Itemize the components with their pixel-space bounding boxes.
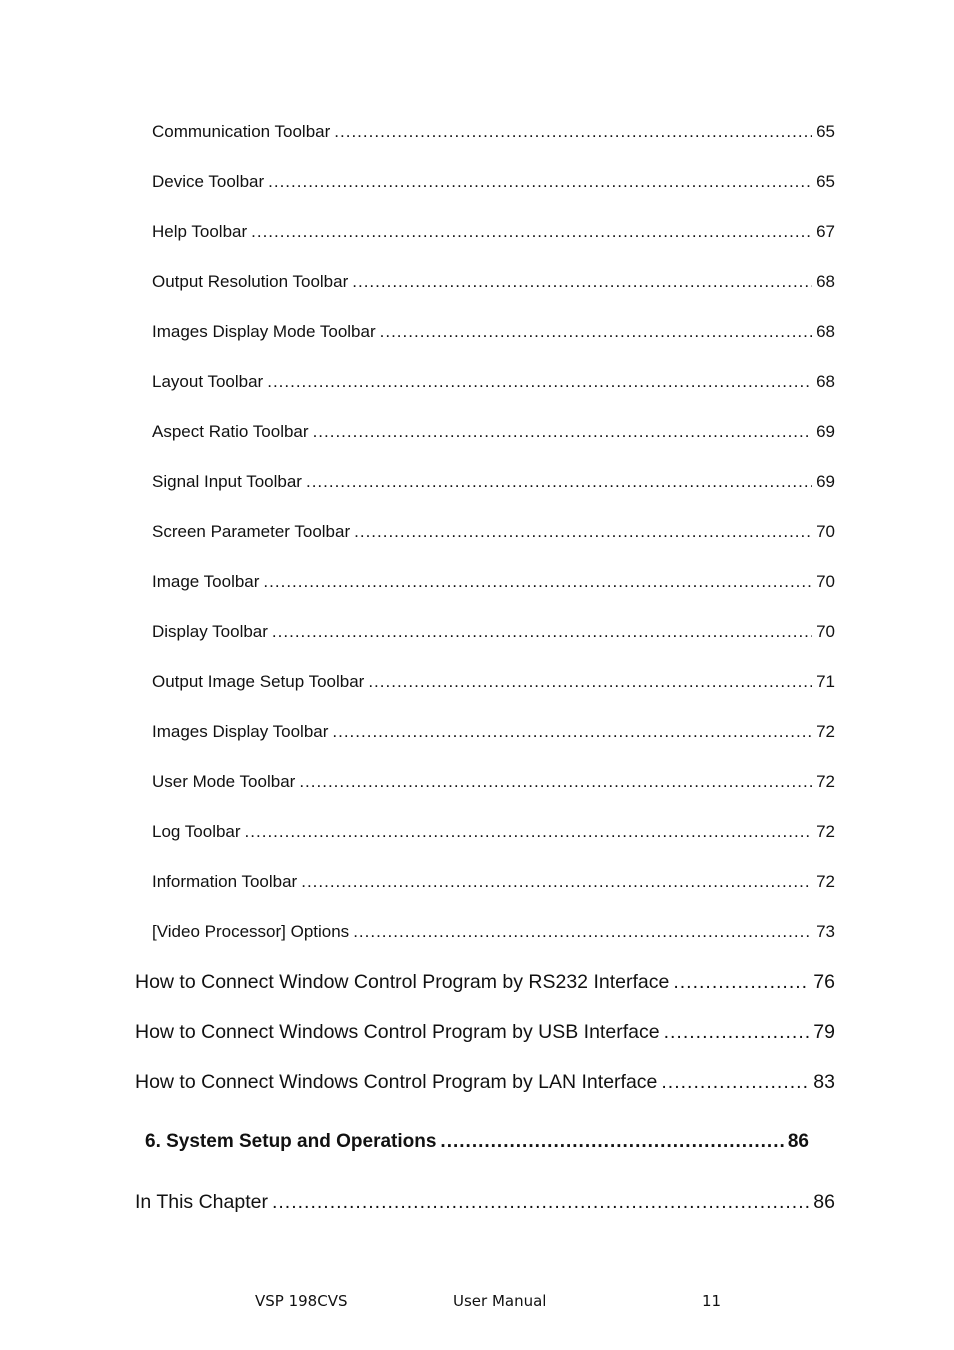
toc-entry-page: 70 bbox=[816, 522, 835, 541]
footer-doc-type: User Manual bbox=[453, 1292, 547, 1310]
dot-leader bbox=[268, 172, 812, 192]
toc-entry-page: 83 bbox=[813, 1071, 835, 1093]
toc-entry-page: 71 bbox=[816, 672, 835, 691]
toc-entry-title: In This Chapter bbox=[135, 1191, 268, 1213]
toc-entry-title: 6. System Setup and Operations bbox=[145, 1131, 437, 1152]
toc-entry-title: Log Toolbar bbox=[152, 822, 241, 841]
dot-leader bbox=[301, 872, 812, 892]
dot-leader bbox=[380, 322, 812, 342]
dot-leader bbox=[251, 222, 812, 242]
toc-entry-title: Help Toolbar bbox=[152, 222, 248, 241]
toc-entry-title: Communication Toolbar bbox=[152, 122, 331, 141]
toc-entry[interactable] bbox=[135, 971, 835, 994]
toc-entry-page: 65 bbox=[816, 122, 835, 141]
toc-entry-page: 86 bbox=[813, 1191, 835, 1213]
toc-entry-title: Information Toolbar bbox=[152, 872, 298, 891]
toc-entry-page: 67 bbox=[816, 222, 835, 241]
toc-entry-title: Images Display Mode Toolbar bbox=[152, 322, 376, 341]
toc-entry-title: Signal Input Toolbar bbox=[152, 472, 302, 491]
toc-entry[interactable] bbox=[152, 872, 835, 892]
toc-entry-title: Image Toolbar bbox=[152, 572, 260, 591]
toc-entry-title: Output Image Setup Toolbar bbox=[152, 672, 365, 691]
toc-entry[interactable] bbox=[152, 122, 835, 142]
dot-leader bbox=[440, 1131, 783, 1153]
toc-entry[interactable] bbox=[135, 1021, 835, 1044]
dot-leader bbox=[334, 122, 812, 142]
toc-entry[interactable] bbox=[152, 922, 835, 942]
toc-entry[interactable] bbox=[152, 222, 835, 242]
toc-entry-title: Screen Parameter Toolbar bbox=[152, 522, 351, 541]
dot-leader bbox=[313, 422, 813, 442]
toc-entry-title: Aspect Ratio Toolbar bbox=[152, 422, 309, 441]
dot-leader bbox=[306, 472, 812, 492]
dot-leader bbox=[272, 1191, 809, 1214]
toc-entry-title: How to Connect Windows Control Program by USB Interface bbox=[135, 1021, 660, 1043]
toc-entry-page: 86 bbox=[787, 1131, 809, 1152]
toc-entry[interactable] bbox=[152, 272, 835, 292]
toc-entry[interactable] bbox=[152, 472, 835, 492]
toc-entry-page: 72 bbox=[816, 722, 835, 741]
toc-entry-title: User Mode Toolbar bbox=[152, 772, 296, 791]
toc-entry-title: How to Connect Windows Control Program by LAN Interface bbox=[135, 1071, 658, 1093]
dot-leader bbox=[245, 822, 813, 842]
dot-leader bbox=[673, 971, 809, 994]
toc-entry-page: 69 bbox=[816, 472, 835, 491]
toc-entry[interactable] bbox=[152, 622, 835, 642]
toc-entry-title: Layout Toolbar bbox=[152, 372, 264, 391]
toc-entry-page: 73 bbox=[816, 922, 835, 941]
toc-entry-page: 68 bbox=[816, 372, 835, 391]
dot-leader bbox=[353, 922, 812, 942]
toc-entry-title: [Video Processor] Options bbox=[152, 922, 350, 941]
dot-leader bbox=[661, 1071, 809, 1094]
toc-entry[interactable] bbox=[152, 172, 835, 192]
dot-leader bbox=[354, 522, 812, 542]
toc-entry-title: Images Display Toolbar bbox=[152, 722, 329, 741]
toc-entry[interactable] bbox=[152, 772, 835, 792]
toc-entry[interactable] bbox=[152, 522, 835, 542]
toc-entry-page: 70 bbox=[816, 622, 835, 641]
toc-entry-page: 68 bbox=[816, 272, 835, 291]
dot-leader bbox=[272, 622, 812, 642]
dot-leader bbox=[263, 572, 812, 592]
toc-entry[interactable] bbox=[152, 372, 835, 392]
toc-entry-page: 76 bbox=[813, 971, 835, 993]
toc-entry[interactable] bbox=[152, 572, 835, 592]
toc-entry[interactable] bbox=[152, 422, 835, 442]
toc-entry-page: 65 bbox=[816, 172, 835, 191]
toc-entry[interactable] bbox=[152, 722, 835, 742]
dot-leader bbox=[299, 772, 812, 792]
dot-leader bbox=[352, 272, 812, 292]
toc-entry-page: 70 bbox=[816, 572, 835, 591]
toc-entry-title: Display Toolbar bbox=[152, 622, 268, 641]
toc-entry-page: 72 bbox=[816, 822, 835, 841]
toc-entry[interactable] bbox=[135, 1071, 835, 1094]
toc-entry[interactable] bbox=[152, 322, 835, 342]
dot-leader bbox=[664, 1021, 810, 1044]
toc-chapter-entry[interactable] bbox=[145, 1131, 809, 1153]
dot-leader bbox=[267, 372, 812, 392]
toc-entry-page: 72 bbox=[816, 772, 835, 791]
toc-entry-title: Device Toolbar bbox=[152, 172, 265, 191]
toc-entry[interactable] bbox=[152, 822, 835, 842]
footer-model: VSP 198CVS bbox=[255, 1292, 348, 1310]
dot-leader bbox=[368, 672, 812, 692]
footer-page-number: 11 bbox=[702, 1292, 722, 1310]
toc-entry[interactable] bbox=[135, 1191, 835, 1214]
toc-entry-page: 79 bbox=[813, 1021, 835, 1043]
toc-entry-page: 72 bbox=[816, 872, 835, 891]
toc-entry-page: 68 bbox=[816, 322, 835, 341]
toc-entry-title: Output Resolution Toolbar bbox=[152, 272, 349, 291]
toc-entry-page: 69 bbox=[816, 422, 835, 441]
toc-entry[interactable] bbox=[152, 672, 835, 692]
dot-leader bbox=[332, 722, 812, 742]
toc-entry-title: How to Connect Window Control Program by RS232 Interface bbox=[135, 971, 670, 993]
